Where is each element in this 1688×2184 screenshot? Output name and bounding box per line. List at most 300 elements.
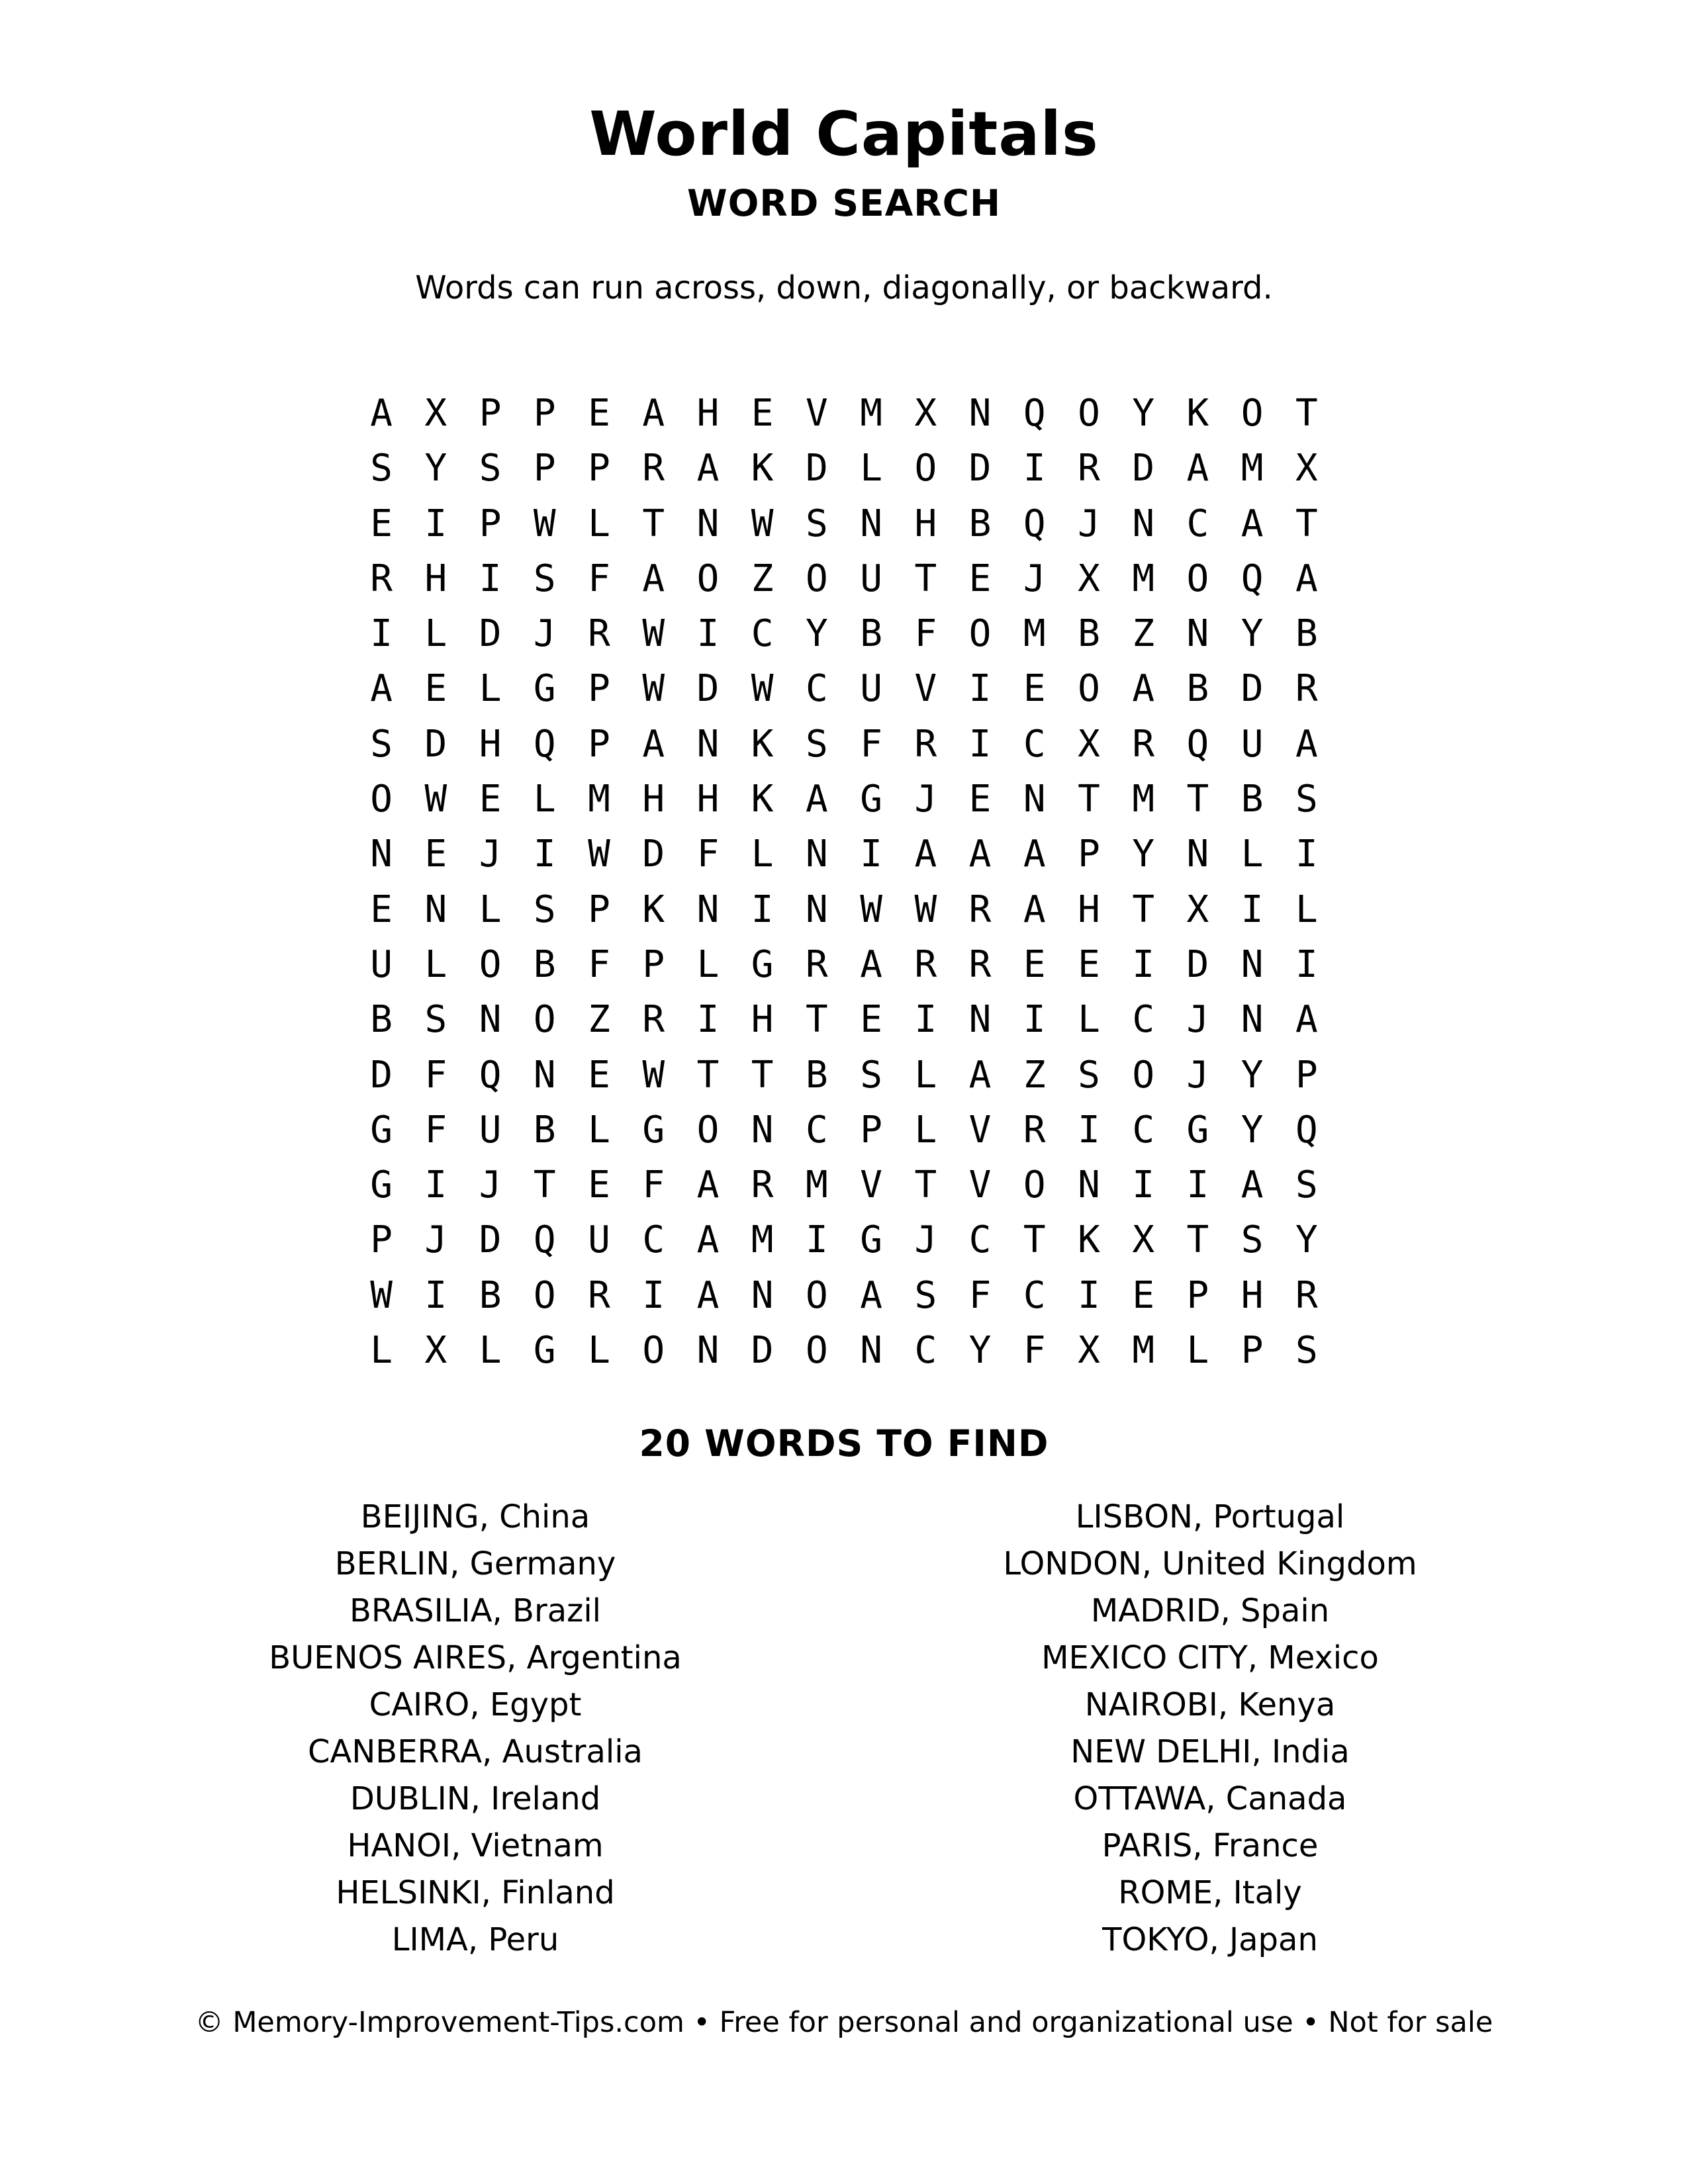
grid-letter: B [533, 1108, 556, 1152]
grid-letter: Q [479, 1053, 502, 1097]
grid-letter: Y [806, 612, 828, 656]
grid-row [354, 1103, 1334, 1158]
grid-letter: I [968, 667, 992, 711]
grid-letter: P [1186, 1273, 1209, 1317]
grid-letter: C [1023, 722, 1046, 766]
word-list-item: TOKYO, Japan [1102, 1921, 1318, 1958]
grid-letter: N [696, 1329, 720, 1373]
grid-letter: G [370, 1108, 393, 1152]
grid-letter: N [1186, 833, 1209, 876]
grid-letter: N [1186, 612, 1209, 656]
grid-letter: N [860, 1329, 882, 1373]
grid-letter: S [424, 998, 447, 1042]
grid-letter: S [860, 1053, 882, 1097]
grid-letter: R [642, 998, 665, 1042]
grid-letter: X [1078, 722, 1100, 766]
grid-letter: K [642, 887, 665, 931]
grid-letter: I [424, 1273, 447, 1317]
grid-letter: A [696, 1273, 720, 1317]
grid-letter: F [1023, 1329, 1046, 1373]
grid-letter: B [1241, 778, 1264, 821]
grid-letter: R [914, 722, 937, 766]
grid-letter: I [1078, 1108, 1100, 1152]
grid-letter: I [696, 998, 720, 1042]
grid-letter: O [1186, 557, 1209, 600]
grid-letter: O [914, 447, 937, 490]
grid-letter: O [696, 557, 720, 600]
grid-letter: J [479, 833, 502, 876]
letter-grid [354, 386, 1334, 1378]
grid-letter: N [1023, 778, 1046, 821]
word-list-item: LONDON, United Kingdom [1003, 1545, 1417, 1582]
grid-letter: V [968, 1163, 992, 1207]
grid-letter: L [588, 1108, 610, 1152]
grid-letter: R [1295, 1273, 1318, 1317]
grid-letter: H [751, 998, 774, 1042]
word-list-item: NAIROBI, Kenya [1084, 1686, 1336, 1723]
grid-letter: I [914, 998, 937, 1042]
grid-letter: R [914, 942, 937, 986]
grid-letter: D [1186, 942, 1209, 986]
grid-row [354, 1158, 1334, 1212]
grid-letter: N [968, 998, 992, 1042]
grid-letter: L [533, 778, 556, 821]
grid-letter: I [1295, 942, 1318, 986]
grid-letter: N [533, 1053, 556, 1097]
grid-letter: L [424, 612, 447, 656]
grid-letter: W [751, 667, 774, 711]
grid-letter: D [479, 1218, 502, 1262]
grid-letter: P [370, 1218, 393, 1262]
grid-letter: G [860, 778, 882, 821]
grid-letter: W [424, 778, 447, 821]
instructions-text: Words can run across, down, diagonally, or backward. [415, 269, 1273, 306]
grid-row [354, 1323, 1334, 1378]
grid-letter: S [806, 502, 828, 545]
grid-letter: K [1186, 392, 1209, 435]
grid-row [354, 992, 1334, 1047]
grid-letter: P [479, 392, 502, 435]
grid-letter: A [860, 1273, 882, 1317]
grid-letter: W [370, 1273, 393, 1317]
grid-letter: L [860, 447, 882, 490]
grid-letter: C [806, 1108, 828, 1152]
grid-letter: P [588, 447, 610, 490]
grid-letter: E [1078, 942, 1100, 986]
grid-letter: S [533, 887, 556, 931]
grid-letter: S [1295, 1163, 1318, 1207]
grid-letter: E [1132, 1273, 1155, 1317]
grid-row [354, 717, 1334, 772]
grid-letter: A [1186, 447, 1209, 490]
grid-letter: L [479, 667, 502, 711]
grid-letter: J [1186, 1053, 1209, 1097]
grid-letter: L [370, 1329, 393, 1373]
grid-letter: A [860, 942, 882, 986]
grid-letter: K [751, 722, 774, 766]
grid-letter: J [1023, 557, 1046, 600]
grid-letter: E [968, 778, 992, 821]
grid-letter: I [479, 557, 502, 600]
grid-letter: L [588, 502, 610, 545]
grid-letter: C [1023, 1273, 1046, 1317]
grid-letter: X [914, 392, 937, 435]
grid-row [354, 1212, 1334, 1267]
page-title: World Capitals [589, 99, 1099, 169]
grid-letter: X [424, 1329, 447, 1373]
grid-letter: H [696, 392, 720, 435]
word-list-item: LIMA, Peru [391, 1921, 559, 1958]
grid-letter: I [806, 1218, 828, 1262]
grid-letter: I [860, 833, 882, 876]
grid-letter: P [1241, 1329, 1264, 1373]
grid-letter: O [1241, 392, 1264, 435]
grid-letter: E [424, 667, 447, 711]
grid-letter: S [914, 1273, 937, 1317]
grid-letter: B [968, 502, 992, 545]
grid-letter: A [1241, 1163, 1264, 1207]
grid-letter: N [1132, 502, 1155, 545]
grid-letter: N [751, 1273, 774, 1317]
word-list-item: HELSINKI, Finland [336, 1874, 615, 1911]
grid-letter: T [642, 502, 665, 545]
grid-letter: O [968, 612, 992, 656]
grid-letter: G [860, 1218, 882, 1262]
grid-letter: V [914, 667, 937, 711]
grid-letter: T [914, 1163, 937, 1207]
grid-letter: L [1078, 998, 1100, 1042]
grid-letter: H [696, 778, 720, 821]
grid-letter: X [1078, 1329, 1100, 1373]
grid-letter: I [533, 833, 556, 876]
grid-letter: F [588, 557, 610, 600]
grid-row [354, 606, 1334, 661]
grid-letter: T [533, 1163, 556, 1207]
grid-letter: N [479, 998, 502, 1042]
grid-letter: W [588, 833, 610, 876]
grid-letter: D [1241, 667, 1264, 711]
grid-letter: R [588, 1273, 610, 1317]
grid-letter: B [1295, 612, 1318, 656]
grid-letter: T [806, 998, 828, 1042]
grid-letter: N [696, 722, 720, 766]
grid-letter: T [914, 557, 937, 600]
grid-letter: S [1241, 1218, 1264, 1262]
grid-letter: A [642, 392, 665, 435]
grid-letter: H [642, 778, 665, 821]
grid-letter: N [696, 502, 720, 545]
grid-letter: P [533, 392, 556, 435]
grid-letter: O [806, 557, 828, 600]
grid-letter: X [1186, 887, 1209, 931]
grid-letter: N [751, 1108, 774, 1152]
grid-letter: P [588, 667, 610, 711]
grid-letter: W [642, 667, 665, 711]
grid-letter: R [1295, 667, 1318, 711]
grid-letter: V [968, 1108, 992, 1152]
grid-letter: K [751, 447, 774, 490]
grid-letter: U [588, 1218, 610, 1262]
grid-letter: E [860, 998, 882, 1042]
word-list-item: MEXICO CITY, Mexico [1041, 1639, 1379, 1676]
word-list-item: DUBLIN, Ireland [350, 1780, 601, 1817]
grid-letter: Q [1023, 392, 1046, 435]
grid-row [354, 661, 1334, 716]
grid-letter: W [751, 502, 774, 545]
grid-letter: O [479, 942, 502, 986]
grid-letter: B [1186, 667, 1209, 711]
grid-letter: T [751, 1053, 774, 1097]
grid-row [354, 937, 1334, 992]
grid-letter: R [968, 887, 992, 931]
grid-letter: Z [1023, 1053, 1046, 1097]
word-list-item: CAIRO, Egypt [369, 1686, 582, 1723]
grid-letter: T [1078, 778, 1100, 821]
grid-letter: O [642, 1329, 665, 1373]
grid-row [354, 441, 1334, 496]
grid-letter: N [860, 502, 882, 545]
grid-letter: C [914, 1329, 937, 1373]
grid-letter: A [806, 778, 828, 821]
grid-letter: Q [1023, 502, 1046, 545]
grid-letter: P [588, 722, 610, 766]
grid-letter: L [1186, 1329, 1209, 1373]
grid-letter: U [860, 557, 882, 600]
grid-letter: J [1186, 998, 1209, 1042]
grid-letter: O [533, 998, 556, 1042]
grid-letter: D [479, 612, 502, 656]
grid-letter: A [642, 722, 665, 766]
grid-letter: O [806, 1329, 828, 1373]
grid-letter: L [424, 942, 447, 986]
grid-letter: B [806, 1053, 828, 1097]
grid-letter: X [1295, 447, 1318, 490]
grid-letter: M [860, 392, 882, 435]
grid-letter: S [1078, 1053, 1100, 1097]
word-list-item: CANBERRA, Australia [308, 1733, 643, 1770]
grid-letter: F [424, 1053, 447, 1097]
grid-letter: Y [1241, 1108, 1264, 1152]
grid-letter: L [479, 887, 502, 931]
grid-letter: A [1241, 502, 1264, 545]
grid-letter: O [370, 778, 393, 821]
grid-letter: T [1186, 1218, 1209, 1262]
grid-letter: L [1295, 887, 1318, 931]
grid-letter: F [968, 1273, 992, 1317]
word-list-right [912, 1496, 1508, 1966]
grid-letter: L [1241, 833, 1264, 876]
grid-letter: F [424, 1108, 447, 1152]
grid-letter: N [1078, 1163, 1100, 1207]
grid-letter: Q [533, 722, 556, 766]
grid-letter: O [1132, 1053, 1155, 1097]
grid-letter: C [1132, 1108, 1155, 1152]
grid-letter: Q [1241, 557, 1264, 600]
grid-letter: G [370, 1163, 393, 1207]
footer-copyright: © Memory-Improvement-Tips.com • Free for personal and organizational use • Not for sale [195, 2006, 1493, 2039]
grid-letter: M [1241, 447, 1264, 490]
grid-letter: U [860, 667, 882, 711]
grid-letter: S [370, 722, 393, 766]
grid-letter: F [860, 722, 882, 766]
grid-letter: P [860, 1108, 882, 1152]
grid-letter: E [968, 557, 992, 600]
grid-letter: A [642, 557, 665, 600]
grid-letter: A [914, 833, 937, 876]
grid-letter: A [1295, 998, 1318, 1042]
grid-letter: S [370, 447, 393, 490]
grid-letter: N [806, 833, 828, 876]
grid-letter: P [1078, 833, 1100, 876]
grid-letter: N [806, 887, 828, 931]
grid-letter: E [588, 1163, 610, 1207]
grid-letter: R [642, 447, 665, 490]
grid-letter: H [424, 557, 447, 600]
grid-letter: G [751, 942, 774, 986]
grid-letter: I [1023, 998, 1046, 1042]
grid-letter: J [479, 1163, 502, 1207]
grid-letter: C [751, 612, 774, 656]
grid-letter: M [1132, 778, 1155, 821]
grid-letter: B [370, 998, 393, 1042]
grid-row [354, 1268, 1334, 1323]
grid-letter: B [860, 612, 882, 656]
grid-letter: O [1023, 1163, 1046, 1207]
grid-letter: U [1241, 722, 1264, 766]
grid-letter: N [968, 392, 992, 435]
grid-letter: L [914, 1053, 937, 1097]
grid-letter: Z [1132, 612, 1155, 656]
grid-letter: B [479, 1273, 502, 1317]
word-list-item: OTTAWA, Canada [1073, 1780, 1347, 1817]
grid-letter: P [642, 942, 665, 986]
grid-letter: A [1295, 722, 1318, 766]
grid-letter: M [1132, 1329, 1155, 1373]
grid-letter: Y [1241, 1053, 1264, 1097]
grid-letter: T [696, 1053, 720, 1097]
grid-letter: I [1023, 447, 1046, 490]
grid-letter: D [642, 833, 665, 876]
grid-letter: C [806, 667, 828, 711]
grid-letter: O [1078, 667, 1100, 711]
grid-letter: N [424, 887, 447, 931]
grid-letter: T [1295, 392, 1318, 435]
grid-letter: L [751, 833, 774, 876]
grid-letter: Y [1295, 1218, 1318, 1262]
grid-letter: L [914, 1108, 937, 1152]
grid-letter: O [696, 1108, 720, 1152]
grid-letter: E [1023, 942, 1046, 986]
word-list-item: MADRID, Spain [1090, 1592, 1330, 1629]
grid-letter: I [370, 612, 393, 656]
grid-row [354, 496, 1334, 551]
grid-letter: F [588, 942, 610, 986]
grid-letter: J [424, 1218, 447, 1262]
grid-letter: A [370, 667, 393, 711]
grid-letter: T [1023, 1218, 1046, 1262]
grid-letter: B [1078, 612, 1100, 656]
grid-letter: R [968, 942, 992, 986]
grid-letter: I [1132, 942, 1155, 986]
grid-letter: S [806, 722, 828, 766]
grid-letter: J [914, 778, 937, 821]
grid-letter: O [806, 1273, 828, 1317]
grid-letter: T [1295, 502, 1318, 545]
grid-letter: N [370, 833, 393, 876]
grid-letter: Q [533, 1218, 556, 1262]
grid-letter: V [860, 1163, 882, 1207]
grid-letter: I [642, 1273, 665, 1317]
grid-letter: C [1132, 998, 1155, 1042]
grid-letter: D [370, 1053, 393, 1097]
grid-letter: S [1295, 1329, 1318, 1373]
grid-letter: M [1132, 557, 1155, 600]
grid-letter: S [479, 447, 502, 490]
word-list-item: LISBON, Portugal [1075, 1498, 1345, 1535]
grid-letter: A [1295, 557, 1318, 600]
grid-row [354, 772, 1334, 827]
grid-letter: R [751, 1163, 774, 1207]
grid-letter: R [1023, 1108, 1046, 1152]
grid-letter: I [751, 887, 774, 931]
word-list-left [177, 1496, 773, 1966]
grid-letter: A [696, 447, 720, 490]
grid-letter: D [751, 1329, 774, 1373]
grid-row [354, 551, 1334, 606]
grid-letter: Z [751, 557, 774, 600]
word-list-item: BEIJING, China [360, 1498, 590, 1535]
grid-letter: D [968, 447, 992, 490]
word-list-item: PARIS, France [1102, 1827, 1319, 1864]
grid-letter: P [1295, 1053, 1318, 1097]
grid-letter: N [1241, 998, 1264, 1042]
grid-letter: D [696, 667, 720, 711]
grid-letter: H [1241, 1273, 1264, 1317]
grid-letter: J [533, 612, 556, 656]
grid-letter: W [642, 1053, 665, 1097]
grid-letter: C [968, 1218, 992, 1262]
grid-letter: W [860, 887, 882, 931]
grid-letter: A [968, 1053, 992, 1097]
grid-letter: H [914, 502, 937, 545]
word-list-item: HANOI, Vietnam [347, 1827, 604, 1864]
grid-letter: X [1132, 1218, 1155, 1262]
grid-letter: A [370, 392, 393, 435]
grid-letter: G [1186, 1108, 1209, 1152]
grid-letter: M [1023, 612, 1046, 656]
grid-letter: Y [968, 1329, 992, 1373]
grid-letter: A [696, 1218, 720, 1262]
grid-letter: C [642, 1218, 665, 1262]
grid-letter: I [424, 502, 447, 545]
grid-letter: R [588, 612, 610, 656]
grid-letter: D [424, 722, 447, 766]
grid-letter: A [1132, 667, 1155, 711]
grid-letter: M [751, 1218, 774, 1262]
grid-letter: N [1241, 942, 1264, 986]
grid-letter: G [533, 667, 556, 711]
grid-letter: S [1295, 778, 1318, 821]
grid-letter: G [533, 1329, 556, 1373]
grid-letter: F [642, 1163, 665, 1207]
grid-letter: P [588, 887, 610, 931]
grid-letter: R [370, 557, 393, 600]
grid-letter: U [370, 942, 393, 986]
grid-letter: R [1132, 722, 1155, 766]
grid-letter: A [1023, 887, 1046, 931]
grid-letter: W [533, 502, 556, 545]
grid-letter: K [751, 778, 774, 821]
